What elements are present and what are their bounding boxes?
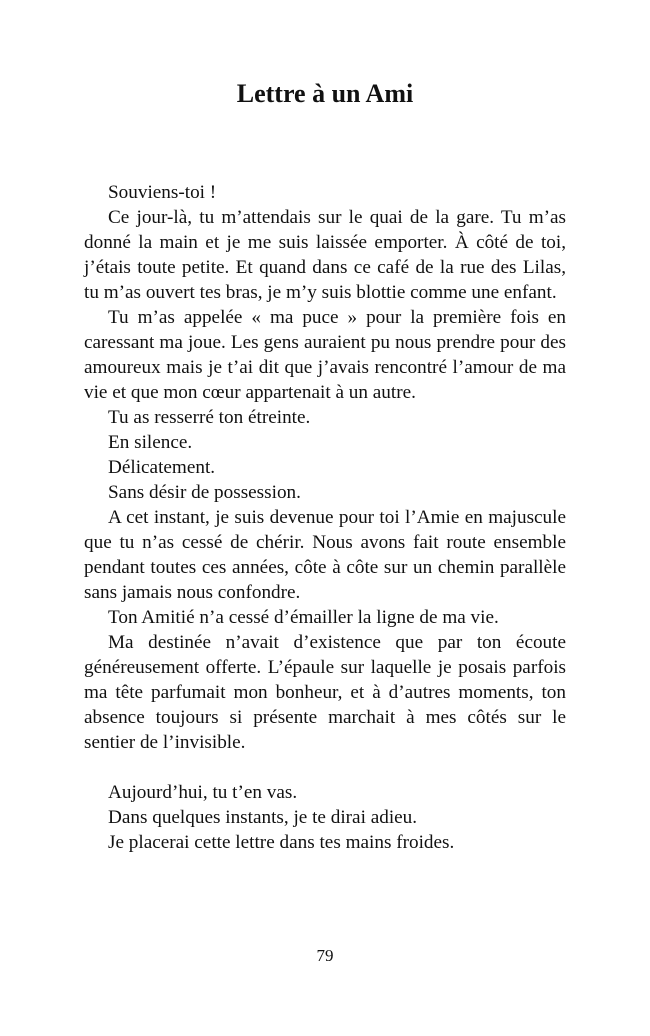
paragraph: Je placerai cette lettre dans tes mains froides. xyxy=(108,832,455,853)
paragraph: Aujourd’hui, tu t’en vas. xyxy=(108,782,298,803)
paragraph: Ce jour-là, tu m’attendais sur le quai de la gare. Tu m’as donné la main et je me suis laissée emporter. À côté de toi, j’étais toute petite. Et quand dans ce café de la rue des Lilas, tu m’as ouvert tes bras, je m’y suis blottie comme une enfant. xyxy=(84,207,566,303)
paragraph: Souviens-toi ! xyxy=(108,182,217,203)
paragraph: Ton Amitié n’a cessé d’émailler la ligne de ma vie. xyxy=(108,607,499,628)
paragraph: A cet instant, je suis devenue pour toi l’Amie en majuscule que tu n’as cessé de chérir. Nous avons fait route ensemble pendant toutes ces années, côte à côte sur un chemin parallèle sans jamais nous confondre. xyxy=(84,507,566,603)
letter-body xyxy=(84,180,566,855)
page-title: Lettre à un Ami xyxy=(236,79,414,108)
paragraph: En silence. xyxy=(108,432,193,453)
page-number: 79 xyxy=(316,946,334,965)
paragraph: Tu m’as appelée « ma puce » pour la première fois en caressant ma joue. Les gens auraient pu nous prendre pour des amoureux mais je t’ai dit que j’avais rencontré l’amour de ma vie et que mon cœur appartenait à un autre. xyxy=(84,307,566,403)
paragraph: Délicatement. xyxy=(108,457,216,478)
paragraph: Sans désir de possession. xyxy=(108,482,301,503)
paragraph: Ma destinée n’avait d’existence que par ton écoute généreusement offerte. L’épaule sur laquelle je posais parfois ma tête parfumait mon bonheur, et à d’autres moments, ton absence toujours si présente marchait à mes côtés sur le sentier de l’invisible. xyxy=(84,632,566,753)
paragraph: Tu as resserré ton étreinte. xyxy=(108,407,311,428)
paragraph: Dans quelques instants, je te dirai adieu. xyxy=(108,807,418,828)
